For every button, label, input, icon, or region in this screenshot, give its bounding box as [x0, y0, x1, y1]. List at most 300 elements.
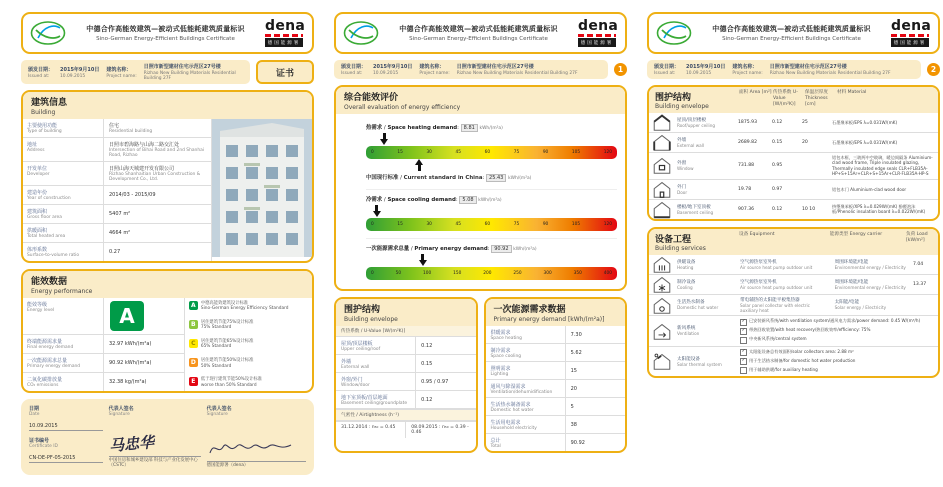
row-value: 5	[570, 403, 574, 410]
tick: 105	[571, 222, 581, 227]
certificate-title-en: Sino-German Energy-Efficient Buildings Certificate	[409, 36, 548, 42]
house-ventilation-icon	[649, 322, 675, 341]
row-value: 0.12	[421, 342, 433, 349]
certificate-page-1	[21, 12, 314, 475]
label-en: Door	[677, 189, 688, 195]
dena-red-dashes-icon	[891, 34, 929, 37]
table-row	[486, 344, 626, 362]
project-label	[419, 63, 449, 76]
table-row-total	[486, 434, 626, 451]
label-en: Ventilation	[677, 331, 700, 337]
house-hot-water-icon	[649, 296, 675, 315]
row-label	[23, 162, 104, 185]
ventilation-options	[737, 316, 938, 346]
legend-text: 居住建筑节能65%设计标准 65% Standard	[200, 339, 254, 350]
issued-label-en: Issued at:	[341, 71, 363, 76]
checkbox-option	[740, 327, 935, 335]
carrier-cell	[832, 297, 912, 312]
row-label	[486, 326, 566, 343]
cstc-passive-house-logo	[656, 20, 692, 46]
issue-info-row	[21, 60, 314, 84]
primary-energy-label: 一次能源需求总量 / Primary energy demand: 90.92 kWh/(m²a)	[366, 246, 537, 252]
label-en: Heating	[677, 264, 694, 270]
label-cn: 供暖面积	[27, 228, 48, 234]
checkbox-option	[740, 367, 935, 375]
row-label	[675, 297, 737, 312]
tick: 30	[426, 222, 432, 227]
label-cn: 体形系数	[27, 247, 48, 253]
date-label-cn: 日期	[29, 406, 40, 412]
label-en: Domestic hot water	[677, 305, 719, 311]
uvalue-subheader: 传热系数 / U-Value [W/(m²K)]	[336, 326, 476, 337]
issued-label-cn: 颁发日期：	[341, 64, 367, 70]
uvalue-value: 0.97	[772, 186, 783, 192]
up-arrow-marker-icon	[415, 159, 423, 171]
label-cn: 太阳能设备	[677, 356, 700, 362]
equipment-en: Air source heat pump outdoor unit	[740, 284, 813, 290]
signature-dena	[207, 405, 306, 469]
carrier-en: Environmental energy / Electricity	[834, 264, 906, 270]
cstc-passive-house-logo	[343, 20, 379, 46]
tick: 0	[371, 222, 374, 227]
service-row-solar	[649, 347, 938, 377]
row-label	[486, 416, 566, 433]
tick: 30	[426, 150, 432, 155]
row-value	[104, 205, 211, 223]
row-label	[23, 373, 104, 391]
envelope-row-basement	[649, 200, 938, 219]
energy-performance-title-en: Energy performance	[31, 288, 93, 295]
dena-red-dashes-icon	[578, 34, 616, 37]
tick: 0	[371, 271, 374, 276]
down-arrow-marker-icon	[419, 254, 427, 266]
table-row	[486, 362, 626, 380]
evaluation-title-cn: 综合能效评价	[344, 93, 399, 103]
thickness-value: 20	[802, 140, 808, 145]
building-services-header	[649, 229, 938, 255]
label-en: Final energy demand	[27, 345, 74, 350]
label-en: Developer	[27, 172, 50, 177]
airtightness-before: 31.12.2014 : n₅₀ = 0.45	[341, 425, 396, 430]
building-photo	[211, 119, 312, 261]
row-value	[104, 138, 211, 161]
label-cn: 供暖需求	[490, 329, 511, 336]
row-label	[675, 354, 737, 369]
signature-label-cn: 代表人签名	[206, 406, 232, 412]
option-text: 已安装新风系统/with ventilation system/通风电力需求/power demand: 0.45 W/(m³/h)	[749, 318, 921, 324]
tick: 150	[453, 271, 462, 276]
row-value: 5.62	[570, 349, 582, 356]
issued-value	[686, 63, 725, 76]
row-label	[675, 158, 737, 173]
equipment-cell	[737, 277, 832, 292]
project-label	[106, 66, 136, 79]
envelope-row-wall	[649, 133, 938, 153]
row-value	[104, 186, 211, 204]
project-value	[457, 63, 578, 76]
tick: 45	[455, 222, 462, 227]
row-value: 90.92	[570, 439, 585, 446]
certificate-id-value: CN-DE-PF-05-2015	[29, 449, 103, 463]
cooling-demand-value: 5.08	[459, 196, 476, 204]
label-cn: 生活用电需求	[490, 419, 521, 426]
label-cn: 一次能源需求总量	[27, 358, 68, 364]
energy-performance-header	[23, 271, 312, 298]
row-value	[104, 162, 211, 185]
issued-value	[60, 66, 99, 79]
row-label	[675, 257, 737, 272]
project-value	[144, 63, 243, 81]
project-label-en: Project name:	[419, 71, 450, 76]
label-en: External wall	[341, 364, 370, 370]
certificate-header	[21, 12, 314, 54]
label-cn: 外门	[677, 184, 687, 190]
tick: 250	[513, 271, 522, 276]
service-row-ventilation	[649, 316, 938, 347]
checkbox-option	[740, 336, 935, 344]
primary-energy-value: 90.92	[491, 245, 511, 253]
carrier-cell	[832, 257, 912, 272]
house-heating-icon	[649, 255, 675, 274]
option-text: 用于生活热水制备/for domestic hot water production	[749, 357, 856, 363]
handwritten-signature-cn: 马忠华	[107, 432, 155, 455]
table-row	[486, 326, 626, 344]
dena-wordmark: dena	[891, 18, 932, 34]
label-en: Upper ceiling/roof	[341, 346, 381, 352]
project-label-cn: 建筑名称：	[106, 66, 132, 73]
project-value	[770, 63, 891, 76]
checkbox-icon: ✓	[741, 358, 746, 364]
row-label	[23, 354, 104, 372]
house-door-icon	[649, 180, 675, 199]
col-thickness: 保温层厚度 Thickness [cm]	[805, 90, 828, 107]
service-row-hot-water	[649, 295, 938, 317]
checkbox-icon: ✓	[741, 327, 746, 333]
row-value: 32.97 kWh/(m²a)	[109, 341, 152, 347]
envelope-detail-header	[649, 87, 938, 113]
tick: 75	[513, 150, 520, 155]
label-en: Primary energy demand	[27, 364, 81, 369]
label-cn: 外窗/外门	[341, 376, 363, 383]
row-label	[23, 335, 104, 353]
page-number-circle: 1	[614, 63, 627, 76]
area-value: 19.78	[738, 186, 752, 192]
cooling-demand-scale	[366, 189, 617, 231]
label-cn: 能效等级	[27, 302, 48, 308]
option-text: 用于辅助供暖/for auxiliary heating	[749, 366, 818, 372]
page-number-circle: 2	[927, 63, 940, 76]
area-value: 2689.82	[738, 140, 757, 145]
energy-level-row	[23, 298, 184, 335]
building-info-title-en: Building	[31, 109, 56, 116]
area-value: 907.36	[738, 206, 755, 212]
envelope-title-en: Building envelope	[344, 316, 398, 323]
tick: 300	[543, 271, 552, 276]
label-en: Roof/upper ceiling	[677, 122, 716, 128]
table-row	[336, 373, 476, 391]
project-label-en: Project name:	[732, 71, 763, 76]
title-en: Building services	[655, 244, 706, 252]
issue-info-bar	[21, 60, 250, 84]
envelope-uvalue-section	[334, 297, 478, 453]
cstc-passive-house-logo	[30, 20, 66, 46]
row-label	[486, 380, 566, 397]
label-en: Cooling	[677, 284, 693, 290]
value-line1: 日照山海天城建开发有限公司	[109, 166, 175, 172]
down-arrow-marker-icon	[380, 133, 388, 145]
issued-value-cn: 2015年9月10日	[60, 66, 100, 73]
envelope-header	[336, 299, 476, 326]
row-value: 90.92 kWh/(m²a)	[109, 360, 152, 366]
value-line2: Rizhao Shanhaitian Urban Construction & Development Co., Ltd.	[109, 172, 201, 182]
value-line2: Intersection of Bihai Road and 2nd Shanhai Road, Rizhao	[109, 148, 205, 158]
project-value-cn: 日照市新型建材住宅示范区27号楼	[769, 64, 847, 70]
tick: 350	[573, 271, 582, 276]
certificate-id-label-cn: 证书编号	[29, 438, 50, 444]
row-label	[336, 391, 416, 408]
legend-text: 居住建筑节能75%设计标准 75% Standard	[200, 320, 254, 331]
dena-red-dashes-icon	[265, 34, 303, 37]
issued-label-cn: 颁发日期：	[28, 66, 54, 73]
airtightness-after: 08.09.2015 : n₅₀ = 0.39 - 0.46	[405, 422, 475, 438]
table-row	[486, 398, 626, 416]
china-standard-value: 25.43	[486, 174, 506, 182]
carrier-cn: 周围环境能/电能	[834, 279, 869, 285]
label-cn: 地址	[27, 142, 38, 148]
label-cn: 地下室顶板/首层地面	[341, 394, 388, 401]
label-cn: 新风系统	[677, 326, 696, 332]
table-row	[23, 243, 211, 261]
table-row	[486, 380, 626, 398]
legend-item-b	[189, 320, 308, 331]
title-cn: 围护结构	[655, 93, 692, 103]
title-en: Building envelope	[655, 103, 709, 110]
envelope-row-door	[649, 180, 938, 200]
label-cn: 照明需求	[490, 365, 511, 372]
envelope-row-roof	[649, 113, 938, 133]
airtightness-row	[336, 421, 476, 438]
col-material: 材料 Material	[837, 90, 867, 95]
certificate-title-cn: 中德合作高能效建筑—被动式低能耗建筑质量标识	[712, 25, 871, 33]
envelope-title-cn: 围护结构	[344, 305, 381, 315]
carrier-cn: 太阳能/电能	[834, 300, 860, 306]
issued-label	[28, 66, 53, 79]
material-value: 挤塑聚苯板/XPS λ=0.029W/(mK) 酚醛泡沫板/Phenolic insulation board λ=0.022W/(mK)	[832, 203, 926, 215]
issue-info-row	[647, 60, 940, 79]
gradient-scale-bar	[366, 267, 617, 280]
material-value: 石墨聚苯板/EPS λ=0.031W/(mK)	[832, 119, 898, 125]
service-row-heating	[649, 255, 938, 275]
label-cn: 楼板/地下室顶板	[677, 204, 711, 210]
row-label	[486, 434, 566, 451]
uvalue-value: 0.12	[772, 120, 783, 125]
load-value	[912, 303, 938, 307]
tick: 100	[423, 271, 432, 276]
label-en: Surface-to-volume ratio	[27, 253, 80, 258]
row-value: 32.38 kg/(m²a)	[109, 379, 147, 385]
certificate-title-cn: 中德合作高能效建筑—被动式低能耗建筑质量标识	[399, 25, 558, 33]
row-label	[336, 355, 416, 372]
issue-info-bar	[334, 60, 608, 79]
house-solar-icon	[649, 352, 675, 371]
primary-energy-scale	[366, 238, 617, 280]
energy-performance-title-cn: 能效数据	[31, 277, 68, 287]
building-info-title-cn: 建筑信息	[31, 98, 68, 108]
label-en: Ventilation/dehumidification	[490, 389, 553, 395]
row-label	[23, 205, 104, 223]
row-label	[675, 135, 737, 150]
down-arrow-marker-icon	[373, 205, 381, 217]
issued-label	[341, 63, 366, 76]
load-value: 13.37	[913, 281, 927, 287]
dena-logo	[891, 19, 931, 47]
building-services-section	[647, 227, 940, 379]
table-row	[23, 119, 211, 138]
marker-row	[366, 205, 617, 218]
label-en: Energy level	[27, 308, 55, 313]
energy-performance-body	[23, 298, 312, 391]
row-label	[23, 298, 104, 334]
tick: 120	[603, 222, 612, 227]
issued-label	[654, 63, 679, 76]
certificate-id-label-en: Certificate ID	[29, 444, 58, 449]
value-line1: 2014/03 - 2015/09	[109, 192, 156, 198]
row-label	[23, 138, 104, 161]
certificate-title-cn: 中德合作高能效建筑—被动式低能耗建筑质量标识	[86, 25, 245, 33]
checkbox-icon: ✓	[741, 318, 746, 324]
cooling-demand-label: 冷需求 / Space cooling demand: 5.08 kWh/(m²a)	[366, 197, 502, 203]
label-cn: 二氧化碳排放量	[27, 377, 63, 383]
tick: 105	[571, 150, 581, 155]
carrier-cn: 周围环境能/电能	[834, 259, 869, 265]
house-floor-icon	[649, 200, 675, 219]
label-en: Lighting	[490, 371, 509, 377]
issued-value-cn: 2015年9月10日	[686, 64, 726, 70]
row-value: 15	[570, 367, 577, 374]
label-cn: 外墙	[677, 137, 687, 143]
material-value: 石墨聚苯板/EPS λ=0.031W/(mK)	[832, 139, 898, 145]
label-cn: 开发单位	[27, 166, 48, 172]
grade-b-badge: B	[189, 320, 198, 329]
col-uvalue: 传热系数 U-Value [W/(m²K)]	[773, 90, 798, 107]
project-label	[732, 63, 762, 76]
issued-value-en: 10.09.2015	[686, 71, 712, 76]
row-value: 7.30	[570, 331, 582, 338]
label-cn: 外墙	[341, 358, 352, 365]
row-label	[675, 323, 737, 338]
label-cn: 屋顶/顶层楼板	[677, 117, 707, 123]
issued-label-en: Issued at:	[28, 73, 50, 79]
row-label	[23, 186, 104, 204]
legend-item-d	[189, 358, 308, 369]
project-value-cn: 日照市新型建材住宅示范区27号楼	[456, 64, 534, 70]
envelope-row-window	[649, 153, 938, 180]
building-info-body	[23, 119, 312, 261]
marker-row	[366, 254, 617, 267]
dena-chinese-label: 德国能源署	[578, 38, 616, 47]
issue-info-bar	[647, 60, 921, 79]
legend-item-a	[189, 301, 308, 312]
building-info-table	[23, 119, 211, 261]
date-and-id-column	[29, 405, 103, 469]
label-cn: 主要使用功能	[27, 123, 58, 129]
material-value: 铝包木框，三玻两中空玻璃，暖边间隔条 Aluminium-clad wood frame, Triple insulated glazing, Thermally insulated edge seals CLR+FLB35A-HP+S+15Ar+CLR+S+15Ar+CLR-FLB35A-HP-S	[832, 155, 933, 177]
tick: 15	[397, 222, 403, 227]
grade-e-badge: E	[189, 377, 198, 386]
legend-item-e	[189, 377, 308, 388]
signature-block	[21, 399, 314, 475]
checkbox-icon	[740, 337, 747, 344]
table-row	[23, 373, 184, 391]
building-info-header	[23, 92, 312, 119]
table-row	[23, 354, 184, 373]
row-value	[104, 243, 211, 261]
label-en: Window	[677, 166, 694, 172]
project-label-cn: 建筑名称：	[732, 64, 758, 70]
value-line1: 5407 m²	[109, 211, 131, 217]
legend-text: 居住建筑节能50%设计标准 50% Standard	[200, 358, 254, 369]
checkbox-option	[740, 318, 935, 326]
dena-chinese-label: 德国能源署	[265, 38, 303, 47]
value-line1: 0.27	[109, 249, 121, 255]
option-text: 带热回收装置/with heat recovery/热回收效率/efficiency: 75%	[749, 327, 871, 333]
gradient-scale-bar	[366, 146, 617, 159]
label-en: Space heating	[490, 335, 522, 341]
primary-energy-table-section	[484, 297, 628, 453]
checkbox-icon: ✓	[741, 349, 746, 355]
label-cn: 终端能源需求量	[27, 339, 63, 345]
house-roof-icon	[649, 113, 675, 132]
tick: 60	[484, 222, 491, 227]
table-row	[23, 162, 211, 186]
legend-text: 低于现行建筑节能50%设计标准 worse than 50% Standard	[200, 377, 262, 388]
label-en: External wall	[677, 142, 705, 148]
project-value-cn: 日照市新型建材住宅示范区27号楼	[143, 64, 221, 70]
label-cn: 屋顶/顶层楼板	[341, 340, 373, 347]
house-window-icon	[649, 156, 675, 175]
project-label-en: Project name:	[106, 73, 137, 79]
certificate-title-en: Sino-German Energy-Efficient Buildings Certificate	[96, 36, 235, 42]
gradient-scale-bar	[366, 218, 617, 231]
option-text: 太阳能设备总有效面积/solar collectors area: 2.88 m²	[749, 348, 854, 354]
row-value: 38	[570, 421, 577, 428]
load-value: 7.04	[913, 261, 924, 267]
date-label-en: Date	[29, 412, 40, 417]
table-row	[336, 391, 476, 409]
energy-level-badge: A	[110, 301, 144, 331]
equipment-cell	[737, 257, 832, 272]
row-label	[675, 182, 737, 197]
label-en: Solar thermal system	[677, 361, 722, 367]
building-info-section	[21, 90, 314, 263]
issued-value-en: 10.09.2015	[373, 71, 399, 76]
row-label	[675, 277, 737, 292]
service-row-cooling	[649, 275, 938, 295]
airtightness-subheader: 气密性 / Airtightness (h⁻¹)	[336, 409, 476, 421]
area-value: 1875.93	[738, 120, 757, 125]
label-cn: 总计	[490, 437, 501, 444]
label-cn: 生活热水制备	[677, 300, 705, 306]
value-line1: 住宅	[109, 123, 120, 129]
tick: 60	[484, 150, 491, 155]
table-row	[486, 416, 626, 434]
row-label	[23, 243, 104, 261]
label-cn: 建筑面积	[27, 209, 48, 215]
marker-row	[366, 133, 617, 146]
dena-logo	[265, 19, 305, 47]
equipment-cn: 带电辅热的太阳能平板集热器	[740, 297, 800, 303]
label-en: Total heated area	[27, 234, 66, 239]
